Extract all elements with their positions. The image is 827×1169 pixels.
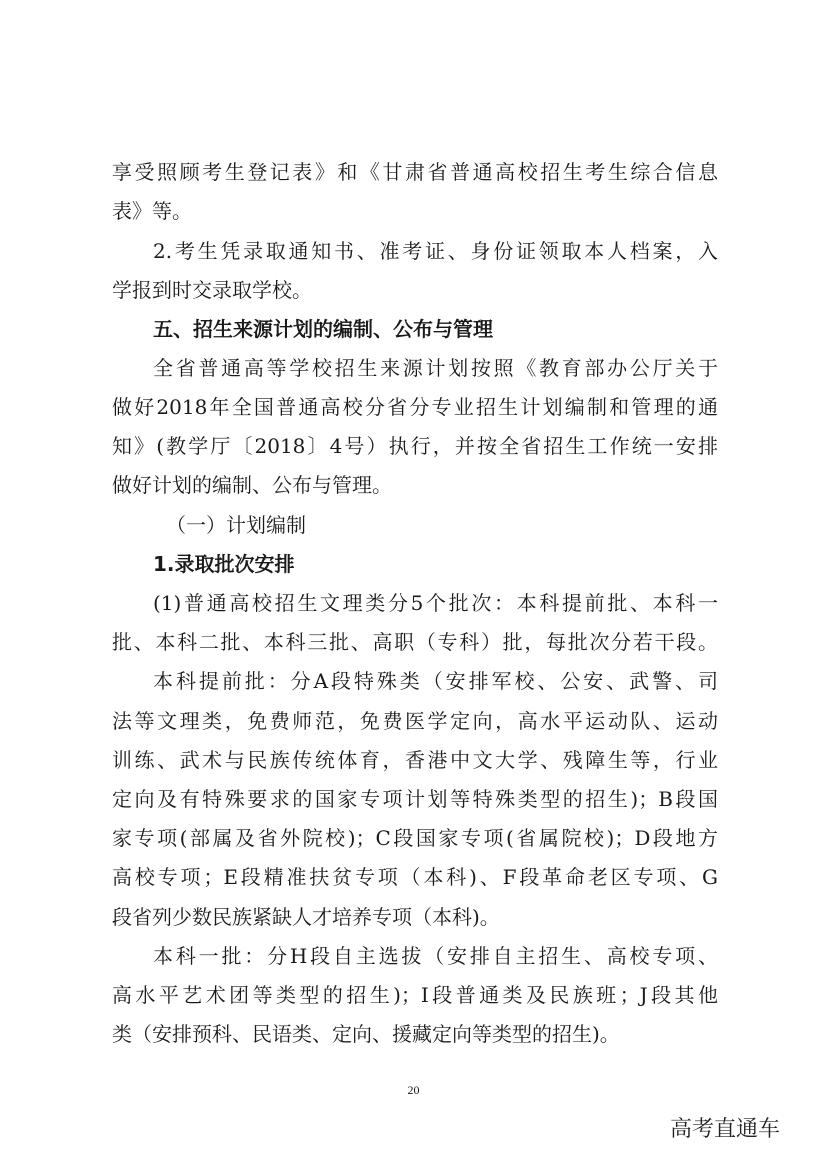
body-text-line: 全省普通高等学校招生来源计划按照《教育部办公厅关于 bbox=[153, 356, 718, 380]
subsection-heading: 1.录取批次安排 bbox=[153, 552, 295, 576]
body-text-line: 段省列少数民族紧缺人才培养专项（本科)。 bbox=[112, 905, 500, 929]
watermark-logo: 高考直通车 bbox=[670, 1117, 781, 1142]
body-text-line: 类（安排预科、民语类、定向、援藏定向等类型的招生)。 bbox=[112, 1022, 620, 1046]
body-text-line: 家专项(部属及省外院校)；C段国家专项(省属院校)；D段地方 bbox=[112, 826, 718, 850]
body-text-line: 表》等。 bbox=[112, 199, 192, 223]
body-text-line: 本科一批：分H段自主选拔（安排自主招生、高校专项、 bbox=[153, 944, 718, 968]
subsection-heading: （一）计划编制 bbox=[166, 513, 306, 537]
section-heading: 五、招生来源计划的编制、公布与管理 bbox=[153, 317, 493, 341]
body-text-line: 知》(教学厅〔2018〕4号）执行，并按全省招生工作统一安排 bbox=[112, 434, 718, 458]
body-text-line: 高校专项；E段精准扶贫专项（本科)、F段革命老区专项、G bbox=[112, 865, 718, 889]
body-text-line: 做好计划的编制、公布与管理。 bbox=[112, 473, 392, 497]
body-text-line: 定向及有特殊要求的国家专项计划等特殊类型的招生)；B段国 bbox=[112, 787, 718, 811]
body-text-line: 做好2018年全国普通高校分省分专业招生计划编制和管理的通 bbox=[112, 395, 718, 419]
body-text-line: 2.考生凭录取通知书、准考证、身份证领取本人档案，入 bbox=[153, 239, 718, 263]
body-text-line: 高水平艺术团等类型的招生)；I段普通类及民族班；J段其他 bbox=[112, 983, 718, 1007]
body-text-line: 享受照顾考生登记表》和《甘肃省普通高校招生考生综合信息 bbox=[112, 160, 718, 184]
body-text-line: (1)普通高校招生文理类分5个批次：本科提前批、本科一 bbox=[153, 591, 718, 615]
page-number: 20 bbox=[407, 1083, 420, 1097]
body-text-line: 批、本科二批、本科三批、高职（专科）批，每批次分若干段。 bbox=[112, 630, 718, 654]
body-text-line: 学报到时交录取学校。 bbox=[112, 278, 312, 302]
body-text-line: 训练、武术与民族传统体育，香港中文大学、残障生等，行业 bbox=[112, 748, 718, 772]
body-text-line: 法等文理类，免费师范，免费医学定向，高水平运动队、运动 bbox=[112, 709, 718, 733]
body-text-line: 本科提前批：分A段特殊类（安排军校、公安、武警、司 bbox=[153, 669, 718, 693]
